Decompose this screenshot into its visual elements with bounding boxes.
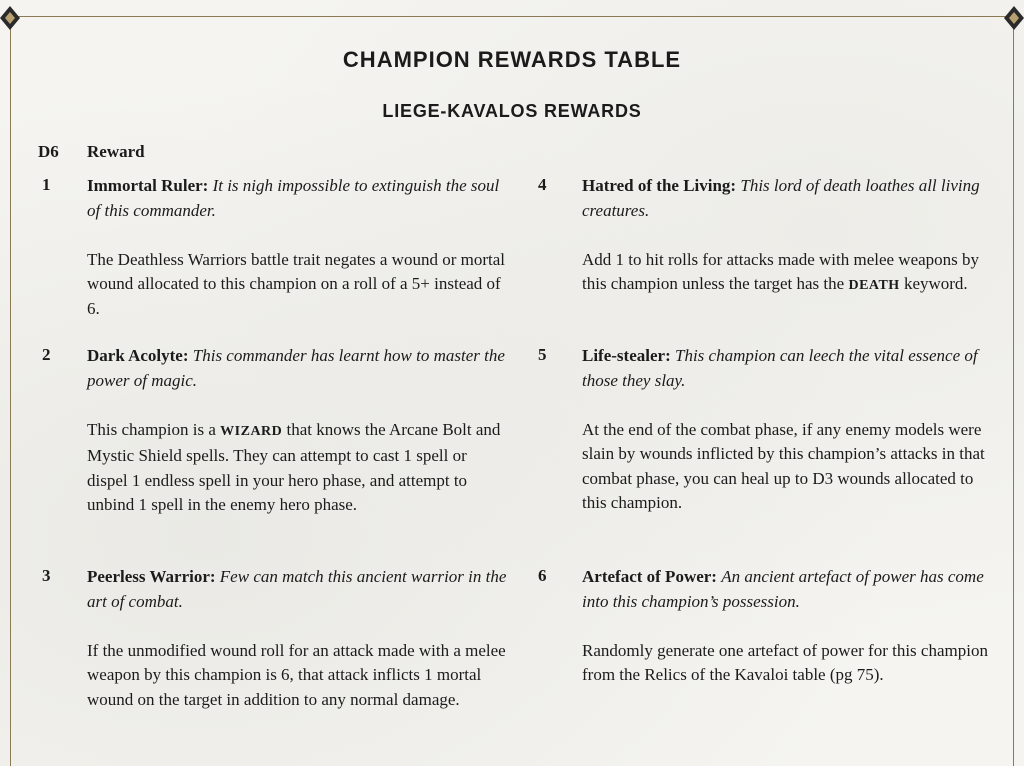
reward-number: 3 bbox=[42, 566, 51, 585]
reward-number: 6 bbox=[538, 566, 547, 585]
frame-border-right bbox=[1013, 16, 1014, 766]
reward-flavor-text: This commander has learnt how to master the power of magic. bbox=[87, 346, 505, 390]
reward-rule-text: Randomly generate one artefact of power for this champion from the Relics of the Kavaloi table (pg 75). bbox=[582, 640, 988, 684]
reward-heading bbox=[582, 174, 997, 223]
corner-ornament-icon bbox=[0, 6, 20, 30]
reward-number: 5 bbox=[538, 345, 547, 364]
column-header-d6: D6 bbox=[38, 142, 59, 161]
reward-heading bbox=[582, 344, 997, 393]
reward-name: Peerless Warrior: bbox=[87, 567, 216, 586]
reward-flavor-text: An ancient artefact of power has come into this champion’s possession. bbox=[582, 567, 984, 611]
rule-text-part: Add 1 to hit rolls for attacks made with melee weapons by this champion unless the target has the bbox=[582, 249, 980, 293]
reward-heading bbox=[582, 565, 997, 614]
reward-entry bbox=[582, 344, 997, 516]
frame-border-left bbox=[10, 16, 11, 766]
reward-rule-text bbox=[87, 418, 507, 518]
reward-number: 2 bbox=[42, 345, 51, 364]
reward-flavor-text: This lord of death loathes all living creatures. bbox=[582, 176, 980, 220]
frame-border-top bbox=[10, 16, 1014, 17]
page-title: CHAMPION REWARDS TABLE bbox=[342, 47, 682, 72]
reward-entry bbox=[582, 565, 997, 688]
reward-rule-text bbox=[582, 248, 997, 299]
reward-heading bbox=[87, 565, 507, 614]
reward-rule-text: At the end of the combat phase, if any enemy models were slain by wounds inflicted by this champion’s attacks in that combat phase, you can heal up to D3 wounds allocated to this champion. bbox=[582, 419, 985, 512]
keyword-death: DEATH bbox=[848, 278, 900, 293]
section-subtitle: LIEGE-KAVALOS REWARDS bbox=[382, 101, 642, 121]
reward-entry bbox=[582, 174, 997, 299]
reward-entry bbox=[87, 174, 507, 321]
reward-entry bbox=[87, 565, 507, 712]
reward-name: Artefact of Power: bbox=[582, 567, 717, 586]
column-header-reward: Reward bbox=[87, 142, 145, 161]
reward-heading bbox=[87, 344, 507, 393]
reward-name: Dark Acolyte: bbox=[87, 346, 189, 365]
reward-rule-text: If the unmodified wound roll for an attack made with a melee weapon by this champion is 6, that attack inflicts 1 mortal wound on the target in addition to any normal damage. bbox=[87, 640, 506, 709]
reward-heading bbox=[87, 174, 507, 223]
rule-text-part: This champion is a bbox=[87, 419, 221, 439]
rule-text-part: that knows the Arcane Bolt and Mystic Shield spells. They can attempt to cast 1 spell or dispel 1 endless spell in your hero phase, and attempt to unbind 1 spell in the enemy hero phase. bbox=[87, 419, 501, 514]
reward-rule-text: The Deathless Warriors battle trait negates a wound or mortal wound allocated to this champion on a roll of a 5+ instead of 6. bbox=[87, 249, 505, 318]
reward-number: 4 bbox=[538, 175, 547, 194]
rule-text-part: keyword. bbox=[899, 274, 968, 293]
reward-name: Life-stealer: bbox=[582, 346, 671, 365]
reward-flavor-text: This champion can leech the vital essence of those they slay. bbox=[582, 346, 978, 390]
keyword-wizard: WIZARD bbox=[220, 423, 283, 439]
corner-ornament-icon bbox=[1004, 6, 1024, 30]
reward-number: 1 bbox=[42, 175, 51, 194]
reward-name: Hatred of the Living: bbox=[582, 176, 737, 195]
reward-flavor-text: Few can match this ancient warrior in the art of combat. bbox=[87, 567, 507, 611]
reward-flavor-text: It is nigh impossible to extinguish the soul of this commander. bbox=[87, 176, 500, 220]
reward-entry bbox=[87, 344, 507, 518]
reward-name: Immortal Ruler: bbox=[87, 176, 209, 195]
